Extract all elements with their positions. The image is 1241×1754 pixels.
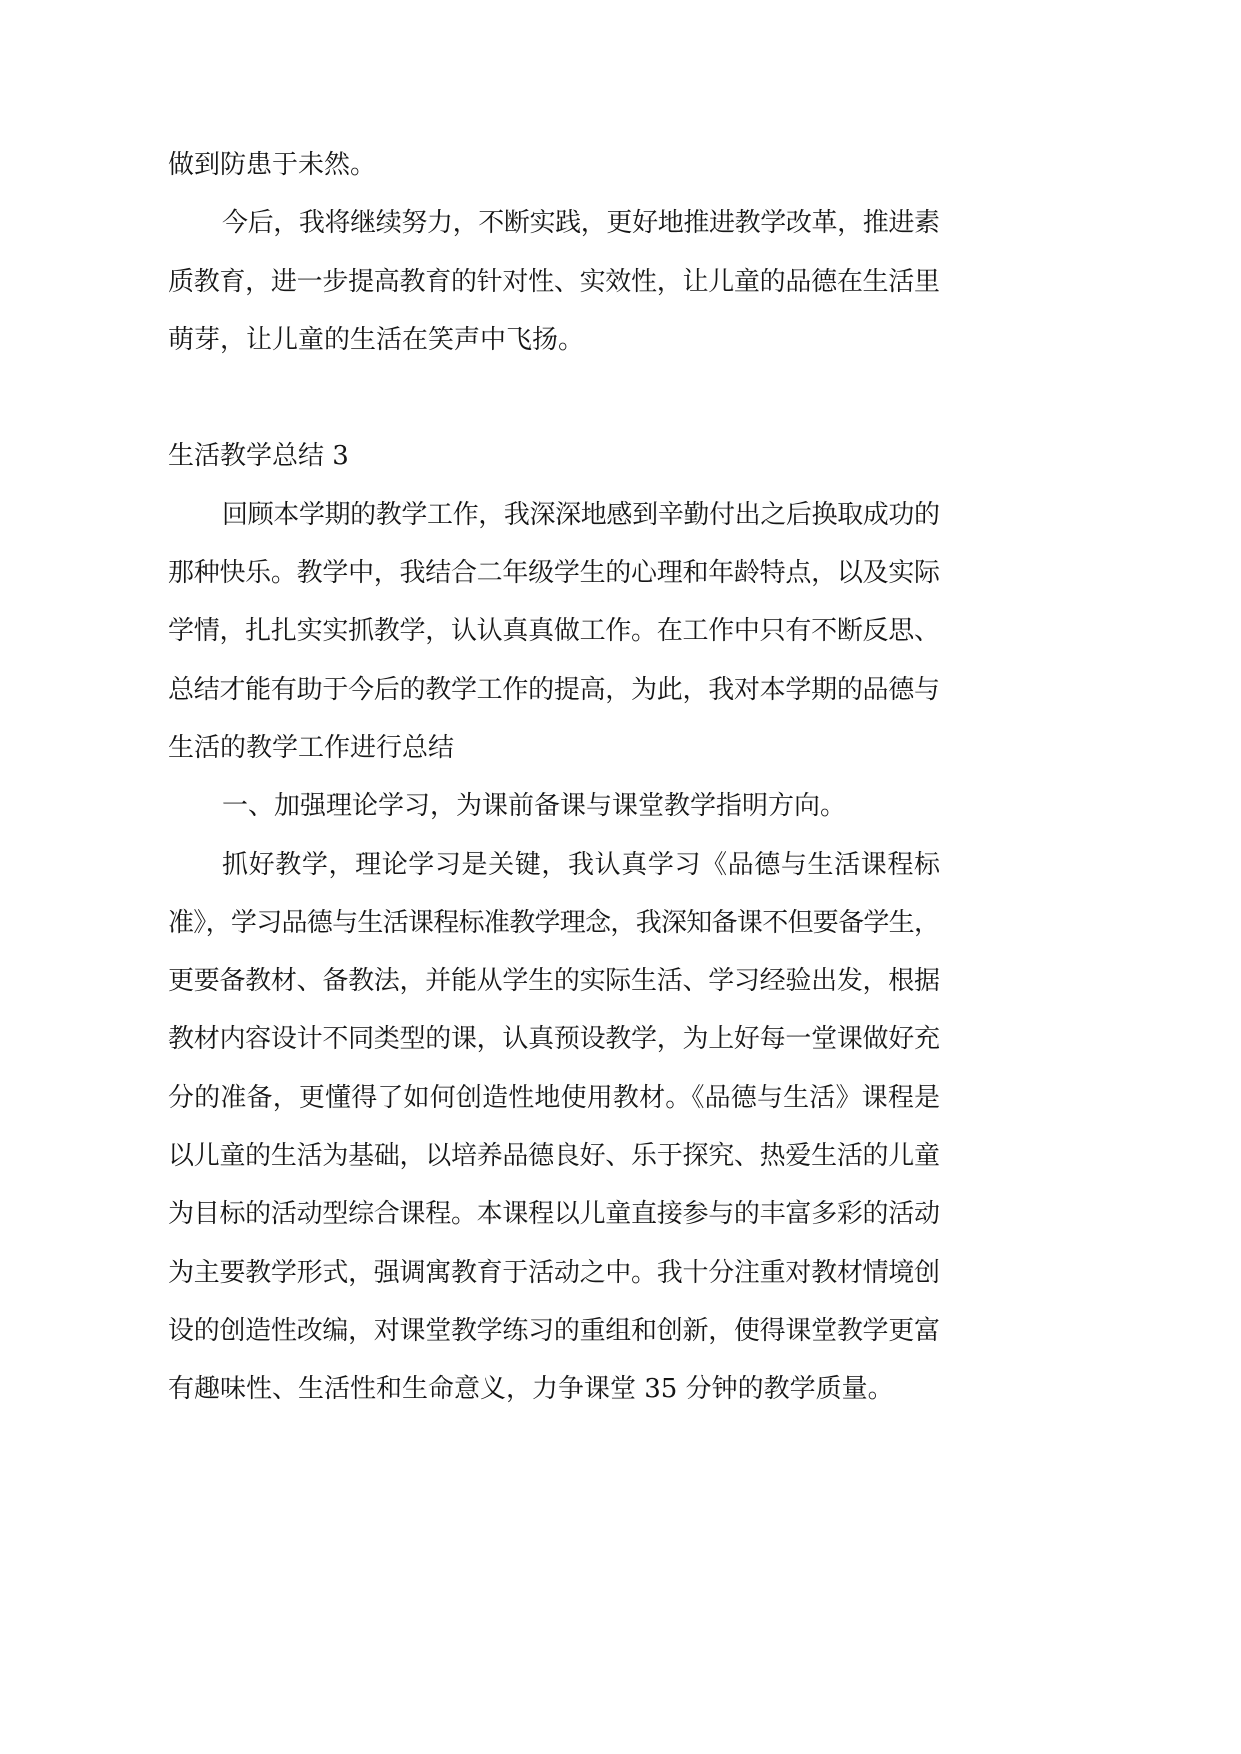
- text-line: 做到防患于未然。: [168, 150, 377, 180]
- text-line: 为主要教学形式，强调寓教育于活动之中。我十分注重对教材情境创: [168, 1257, 940, 1288]
- text-line: 生活的教学工作进行总结: [168, 732, 455, 763]
- point-one-heading: [168, 777, 940, 835]
- section-title: 生活教学总结 3: [168, 441, 349, 472]
- text-line: 今后，我将继续努力，不断实践，更好地推进教学改革，推进素: [222, 208, 940, 239]
- text-line: 学情，扎扎实实抓教学，认认真真做工作。在工作中只有不断反思、: [168, 616, 940, 647]
- point-one-paragraph: [168, 836, 940, 1419]
- text-line: 有趣味性、生活性和生命意义，力争课堂 35 分钟的教学质量。: [168, 1374, 894, 1405]
- text-line: 为目标的活动型综合课程。本课程以儿童直接参与的丰富多彩的活动: [168, 1199, 940, 1230]
- subsection-title: 一、加强理论学习，为课前备课与课堂教学指明方向。: [222, 791, 847, 822]
- text-line: 萌芽，让儿童的生活在笑声中飞扬。: [168, 324, 585, 355]
- text-line: 更要备教材、备教法，并能从学生的实际生活、学习经验出发，根据: [168, 966, 940, 997]
- review-paragraph: [168, 486, 940, 777]
- text-line: 那种快乐。教学中，我结合二年级学生的心理和年龄特点，以及实际: [168, 558, 940, 589]
- text-line: 以儿童的生活为基础，以培养品德良好、乐于探究、热爱生活的儿童: [168, 1141, 940, 1172]
- text-line: 质教育，进一步提高教育的针对性、实效性，让儿童的品德在生活里: [168, 266, 940, 297]
- text-line: 回顾本学期的教学工作，我深深地感到辛勤付出之后换取成功的: [222, 499, 940, 530]
- text-line: 分的准备，更懂得了如何创造性地使用教材。《品德与生活》课程是: [168, 1082, 941, 1113]
- section-heading: [168, 427, 940, 485]
- text-line: 设的创造性改编，对课堂教学练习的重组和创新，使得课堂教学更富: [168, 1315, 940, 1346]
- page-body: [168, 136, 940, 1419]
- closing-paragraph: [168, 136, 940, 194]
- text-line: 教材内容设计不同类型的课，认真预设教学，为上好每一堂课做好充: [168, 1024, 940, 1055]
- text-line: 抓好教学，理论学习是关键，我认真学习《品德与生活课程标: [222, 849, 941, 880]
- text-line: 准》，学习品德与生活课程标准教学理念，我深知备课不但要备学生，: [168, 907, 940, 938]
- outlook-paragraph: [168, 194, 940, 369]
- text-line: 总结才能有助于今后的教学工作的提高，为此，我对本学期的品德与: [168, 674, 940, 705]
- blank-line: [168, 369, 940, 427]
